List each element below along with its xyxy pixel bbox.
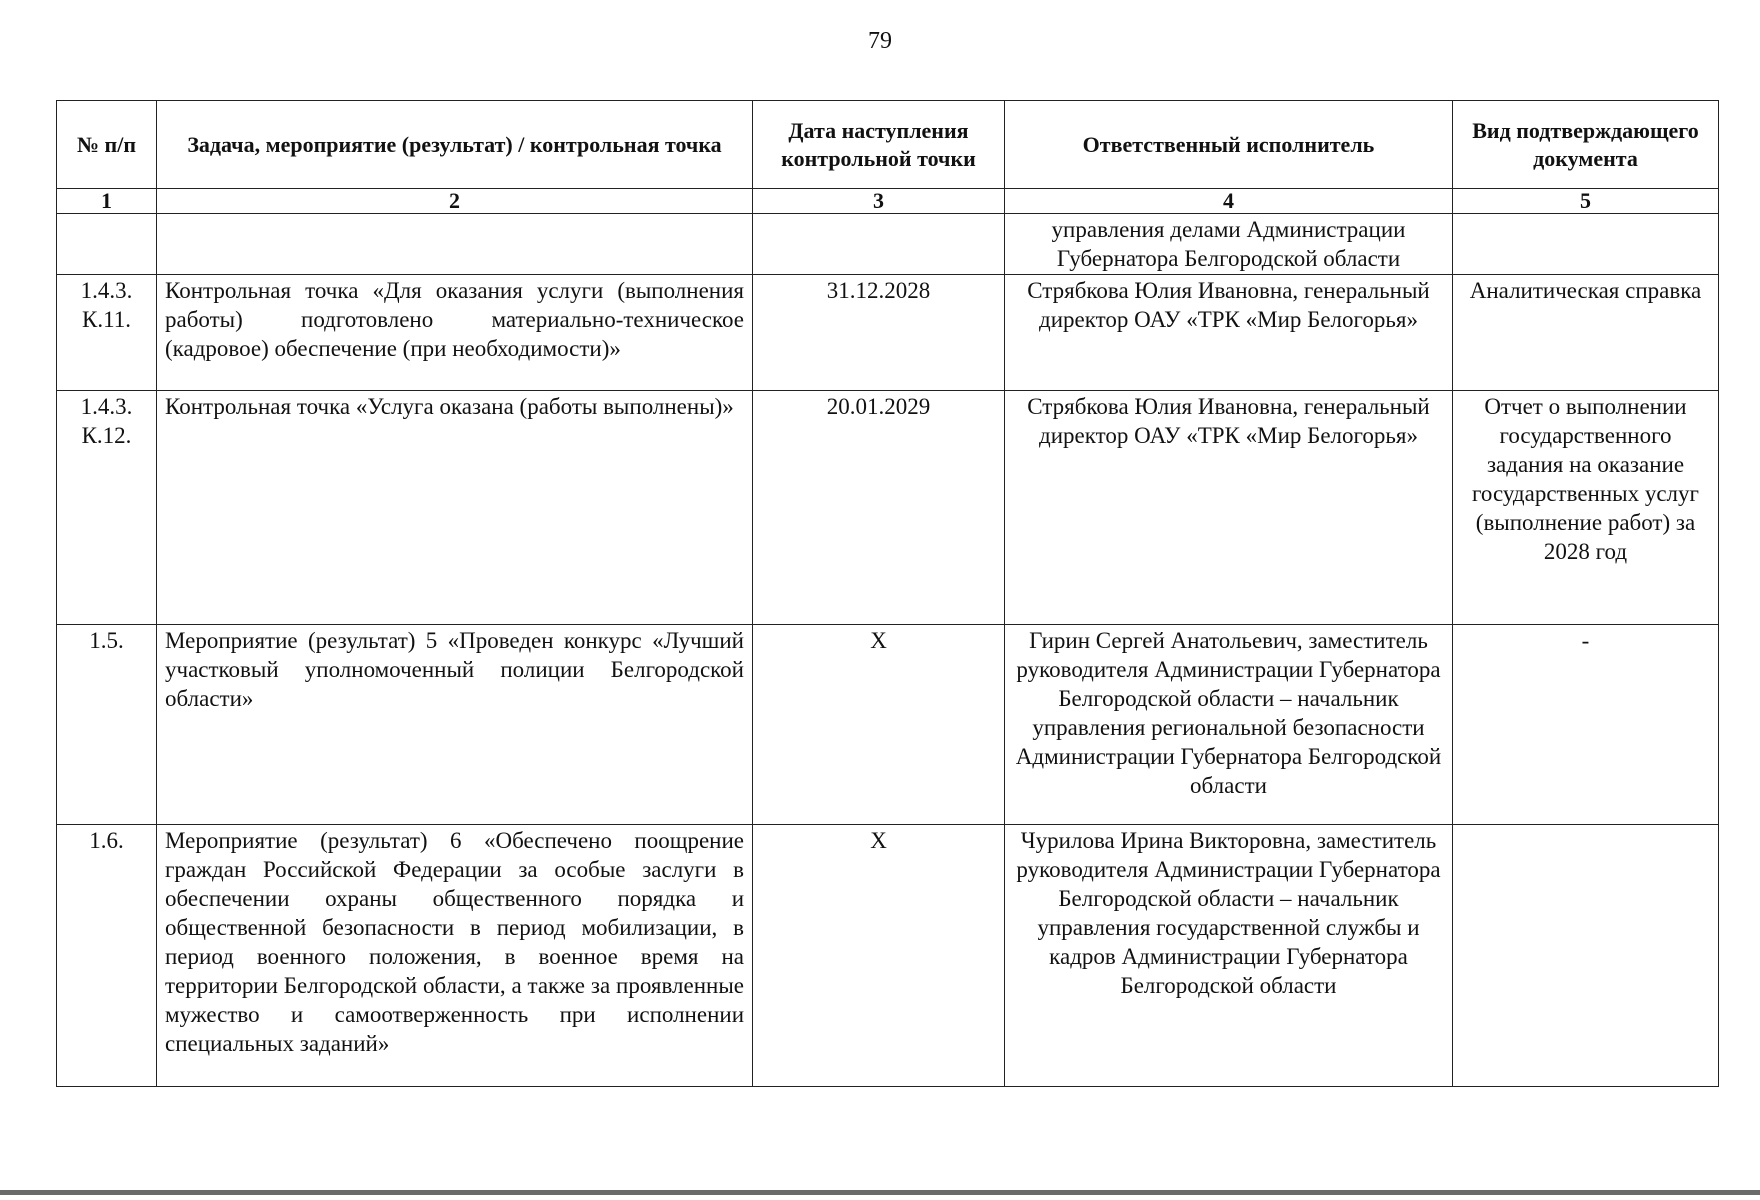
header-number: № п/п — [57, 101, 157, 189]
scan-edge-bar — [0, 1190, 1760, 1195]
row-task: Мероприятие (результат) 5 «Проведен конкурс «Лучший участковый уполномоченный полиции Белгородской области» — [157, 625, 753, 825]
row-date: X — [753, 825, 1005, 1087]
column-number-3: 3 — [753, 189, 1005, 214]
control-points-table — [56, 100, 1719, 1087]
table-row — [57, 825, 1719, 1087]
row-number: 1.4.3. К.11. — [57, 275, 157, 391]
row-responsible: Стрябкова Юлия Ивановна, генеральный директор ОАУ «ТРК «Мир Белогорья» — [1005, 275, 1453, 391]
row-responsible: управления делами Администрации Губернатора Белгородской области — [1005, 214, 1453, 275]
column-number-1: 1 — [57, 189, 157, 214]
page-number: 79 — [868, 28, 892, 54]
row-document: - — [1453, 625, 1719, 825]
row-responsible: Чурилова Ирина Викторовна, заместитель руководителя Администрации Губернатора Белгородской области – начальник управления государственной службы и кадров Администрации Губернатора Белгородской области — [1005, 825, 1453, 1087]
row-task: Контрольная точка «Услуга оказана (работы выполнены)» — [157, 391, 753, 625]
header-task: Задача, мероприятие (результат) / контрольная точка — [157, 101, 753, 189]
header-responsible: Ответственный исполнитель — [1005, 101, 1453, 189]
row-date: 31.12.2028 — [753, 275, 1005, 391]
table-row — [57, 214, 1719, 275]
row-number: 1.6. — [57, 825, 157, 1087]
header-document: Вид подтверждающего документа — [1453, 101, 1719, 189]
row-task — [157, 214, 753, 275]
table-row — [57, 275, 1719, 391]
column-number-4: 4 — [1005, 189, 1453, 214]
row-document: Отчет о выполнении государственного задания на оказание государственных услуг (выполнение работ) за 2028 год — [1453, 391, 1719, 625]
row-task: Контрольная точка «Для оказания услуги (выполнения работы) подготовлено материально-техническое (кадровое) обеспечение (при необходимости)» — [157, 275, 753, 391]
row-task: Мероприятие (результат) 6 «Обеспечено поощрение граждан Российской Федерации за особые заслуги в обеспечении охраны общественного порядка и общественной безопасности в период мобилизации, в период военного положения, в военное время на территории Белгородской области, а также за проявленные мужество и самоотверженность при исполнении специальных заданий» — [157, 825, 753, 1087]
column-number-5: 5 — [1453, 189, 1719, 214]
column-number-2: 2 — [157, 189, 753, 214]
row-date: X — [753, 625, 1005, 825]
column-numbers-row — [57, 189, 1719, 214]
table-row — [57, 391, 1719, 625]
row-document — [1453, 214, 1719, 275]
row-responsible: Стрябкова Юлия Ивановна, генеральный директор ОАУ «ТРК «Мир Белогорья» — [1005, 391, 1453, 625]
row-date: 20.01.2029 — [753, 391, 1005, 625]
row-document: Аналитическая справка — [1453, 275, 1719, 391]
row-responsible: Гирин Сергей Анатольевич, заместитель руководителя Администрации Губернатора Белгородской области – начальник управления региональной безопасности Администрации Губернатора Белгородской области — [1005, 625, 1453, 825]
table-row — [57, 625, 1719, 825]
header-date: Дата наступления контрольной точки — [753, 101, 1005, 189]
row-number: 1.4.3. К.12. — [57, 391, 157, 625]
row-document — [1453, 825, 1719, 1087]
row-date — [753, 214, 1005, 275]
row-number: 1.5. — [57, 625, 157, 825]
header-row — [57, 101, 1719, 189]
row-number — [57, 214, 157, 275]
